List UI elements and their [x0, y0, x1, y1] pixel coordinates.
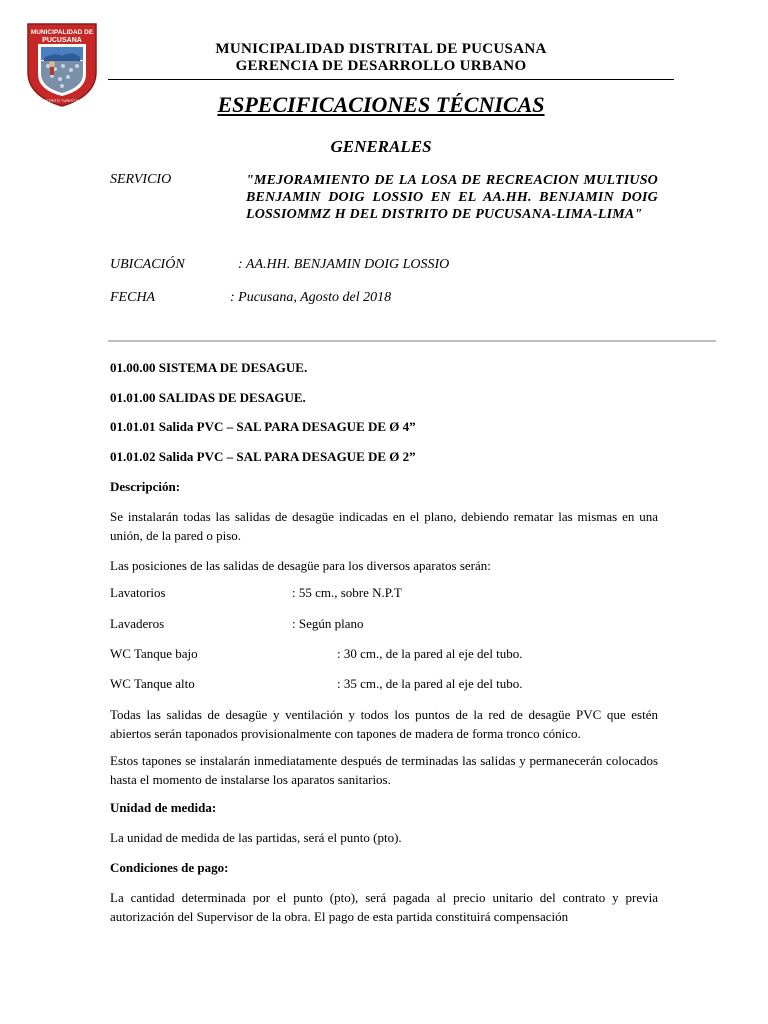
section-heading-sistema: 01.00.00 SISTEMA DE DESAGUE. — [110, 360, 308, 375]
paragraph-tapones: Estos tapones se instalarán inmediatamente después de terminadas las salidas y permanecerán colocados hasta el momento de instalarse los aparatos sanitarios. — [110, 753, 658, 787]
header-divider — [108, 79, 674, 80]
condiciones-heading: Condiciones de pago: — [110, 860, 229, 875]
header-organization: MUNICIPALIDAD DISTRITAL DE PUCUSANA — [215, 41, 547, 57]
document-title: ESPECIFICACIONES TÉCNICAS — [217, 92, 545, 117]
ubicacion-value: : AA.HH. BENJAMIN DOIG LOSSIO — [238, 257, 450, 272]
fecha-label: FECHA — [110, 290, 156, 305]
section-separator — [108, 340, 716, 342]
item-value: : 30 cm., de la pared al eje del tubo. — [337, 646, 523, 661]
item-key: WC Tanque bajo — [110, 646, 198, 661]
logo-text-bottom: DISTRITO TURISTICO — [41, 98, 83, 103]
paragraph-pago: La cantidad determinada por el punto (pto), será pagada al precio unitario del contrato y previa autorización del Supervisor de la obra. El pago de esta partida constituirá compensación — [110, 890, 658, 924]
servicio-label: SERVICIO — [110, 172, 172, 187]
paragraph-taponado: Todas las salidas de desagüe y ventilación y todos los puntos de la red de desagüe PVC que estén abiertos serán taponados provisionalmente con tapones de madera de forma tronco cónico. — [110, 707, 658, 741]
descripcion-heading: Descripción: — [110, 479, 181, 494]
item-value: : 35 cm., de la pared al eje del tubo. — [337, 676, 523, 691]
section-heading-salida-4: 01.01.01 Salida PVC – SAL PARA DESAGUE DE Ø 4” — [110, 419, 416, 434]
item-value: : Según plano — [292, 616, 364, 631]
fecha-value: : Pucusana, Agosto del 2018 — [230, 290, 392, 305]
logo-text-top: MUNICIPALIDAD DE — [30, 29, 94, 36]
logo-text-name: PUCUSANA — [42, 37, 82, 44]
paragraph-posiciones: Las posiciones de las salidas de desagüe para los diversos aparatos serán: — [110, 558, 491, 573]
item-value: : 55 cm., sobre N.P.T — [292, 585, 402, 600]
section-heading-salidas: 01.01.00 SALIDAS DE DESAGUE. — [110, 390, 306, 405]
ubicacion-label: UBICACIÓN — [110, 257, 185, 272]
header-department: GERENCIA DE DESARROLLO URBANO — [235, 58, 527, 74]
item-key: Lavatorios — [110, 585, 166, 600]
paragraph-unidad: La unidad de medida de las partidas, será el punto (pto). — [110, 830, 402, 845]
item-key: Lavaderos — [110, 616, 165, 631]
servicio-value: "MEJORAMIENTO DE LA LOSA DE RECREACION MULTIUSO BENJAMIN DOIG LOSSIO EN EL AA.HH. BENJAMIN DOIG LOSSIOMMZ H DEL DISTRITO DE PUCUSANA-LIMA-LIMA" — [246, 173, 658, 222]
paragraph-salidas: Se instalarán todas las salidas de desagüe indicadas en el plano, debiendo rematar las mismas en una unión, de la pared o piso. — [110, 509, 658, 543]
document-subtitle: GENERALES — [330, 137, 432, 156]
unidad-heading: Unidad de medida: — [110, 800, 217, 815]
municipality-logo — [22, 14, 102, 110]
section-heading-salida-2: 01.01.02 Salida PVC – SAL PARA DESAGUE DE Ø 2” — [110, 449, 416, 464]
item-key: WC Tanque alto — [110, 676, 195, 691]
